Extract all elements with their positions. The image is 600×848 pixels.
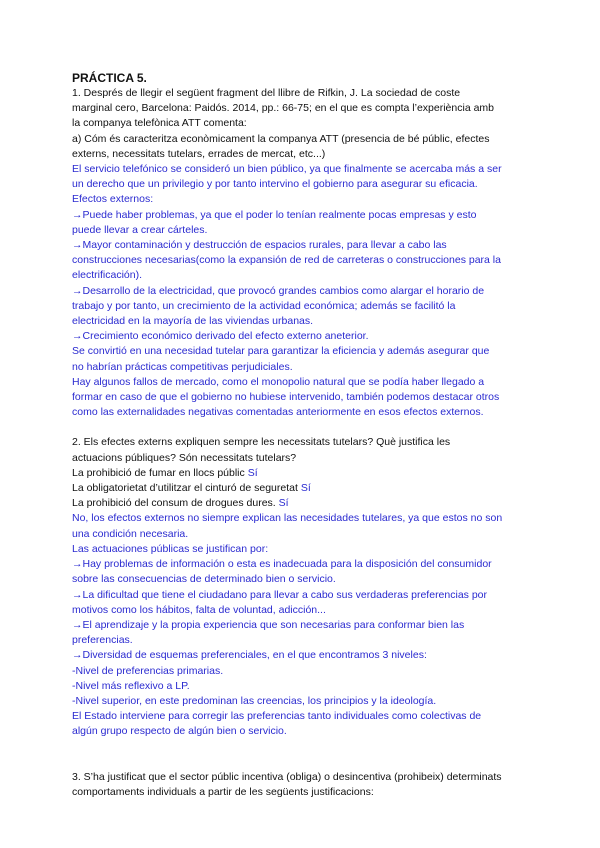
q2-answer-paragraph: Las actuaciones públicas se justifican por:	[72, 542, 269, 555]
q2-answer-paragraph: -Nivel superior, en este predominan las creencias, los principios y la ideología.	[72, 694, 437, 707]
q2-answer-paragraph: →Diversidad de esquemas preferenciales, en el que encontramos 3 niveles:	[72, 649, 427, 662]
q1-answer-paragraph: Hay algunos fallos de mercado, como el monopolio natural que se podía haber llegado a formar en caso de que el gobierno no hubiese intervenido, también podemos destacar otros como las externalidades negativas comentadas anteriormente en esos efectos externos.	[72, 375, 500, 419]
q2-item-answer: Sí	[278, 497, 289, 510]
q2-item	[72, 481, 542, 496]
question-1a-prompt: a) Cóm és caracteritza econòmicament la companya ATT (presencia de bé públic, efectes externs, necessitats tutelars, errades de mercat, etc...)	[72, 132, 490, 160]
q1-answer-paragraph: Efectos externos:	[72, 193, 154, 206]
q2-item-answer: Sí	[300, 482, 311, 495]
q2-item-text: La prohibició de fumar en llocs públic	[72, 466, 248, 479]
q2-answer-paragraph: -Nivel más reflexivo a LP.	[72, 679, 190, 692]
q2-answer-paragraph: No, los efectos externos no siempre explican las necesidades tutelares, ya que estos no son una condición necesaria.	[72, 512, 503, 540]
q2-item	[72, 466, 542, 481]
q2-answer-paragraph: →El aprendizaje y la propia experiencia que son necesarias para conformar bien las preferencias.	[72, 618, 465, 647]
question-1-prompt: 1. Després de llegir el següent fragment del llibre de Rifkin, J. La sociedad de coste marginal cero, Barcelona: Paidós. 2014, pp.: 66-75; en el que es compta l’experiència amb la companya telefònica ATT comenta:	[72, 87, 494, 130]
spacer	[72, 740, 542, 770]
q2-item	[72, 496, 542, 511]
q2-item-text: La obligatorietat d’utilitzar el cinturó de seguretat	[72, 482, 301, 495]
q1-answer-paragraph: →Mayor contaminación y destrucción de espacios rurales, para llevar a cabo las construcciones necesarias(como la expansión de red de carreteras o construcciones para la electrificación).	[72, 239, 501, 282]
spacer	[72, 420, 542, 435]
q2-answer-paragraph: -Nivel de preferencias primarias.	[72, 664, 224, 677]
q1-answer-paragraph: →Desarrollo de la electricidad, que provocó grandes cambios como alargar el horario de trabajo y por tanto, un crecimiento de la actividad económica; además se facilitó la electricidad en la mayoría de las viviendas urbanas.	[72, 284, 485, 328]
q1-answer-paragraph: →Crecimiento económico derivado del efecto externo aneterior.	[72, 330, 369, 343]
q1-answer-paragraph: Se convirtió en una necesidad tutelar para garantizar la eficiencia y además asegurar que no habrían prácticas competitivas perjudiciales.	[72, 345, 490, 373]
page-title: PRÁCTICA 5.	[72, 71, 147, 85]
document-page	[72, 70, 542, 800]
q2-item-text: La prohibició del consum de drogues dures.	[72, 497, 279, 510]
q2-answer-paragraph: El Estado interviene para corregir las preferencias tanto individuales como colectivas de algún grupo respecto de algún bien o servicio.	[72, 710, 482, 738]
question-3-prompt: 3. S’ha justificat que el sector públic incentiva (obliga) o desincentiva (prohibeix) determinats comportaments individuals a partir de les següents justificacions:	[72, 770, 502, 798]
q2-answer-paragraph: →Hay problemas de información o esta es inadecuada para la disposición del consumidor sobre las consecuencias de determinado bien o servicio.	[72, 558, 492, 586]
q2-answer-paragraph: →La dificultad que tiene el ciudadano para llevar a cabo sus verdaderas preferencias por motivos como los hábitos, falta de voluntad, adicción...	[72, 588, 488, 616]
q1-answer-paragraph: →Puede haber problemas, ya que el poder lo tenían realmente pocas empresas y esto puede llevar a crear cárteles.	[72, 208, 477, 236]
q1-answer-paragraph: El servicio telefónico se consideró un bien público, ya que finalmente se acercaba más a ser un derecho que un privilegio y por tanto intervino el gobierno para asegurar su eficacia.	[72, 163, 502, 191]
question-2-prompt: 2. Els efectes externs expliquen sempre les necessitats tutelars? Què justifica les actuacions públiques? Són necessitats tutelars?	[72, 436, 451, 464]
q2-item-answer: Sí	[247, 466, 258, 479]
